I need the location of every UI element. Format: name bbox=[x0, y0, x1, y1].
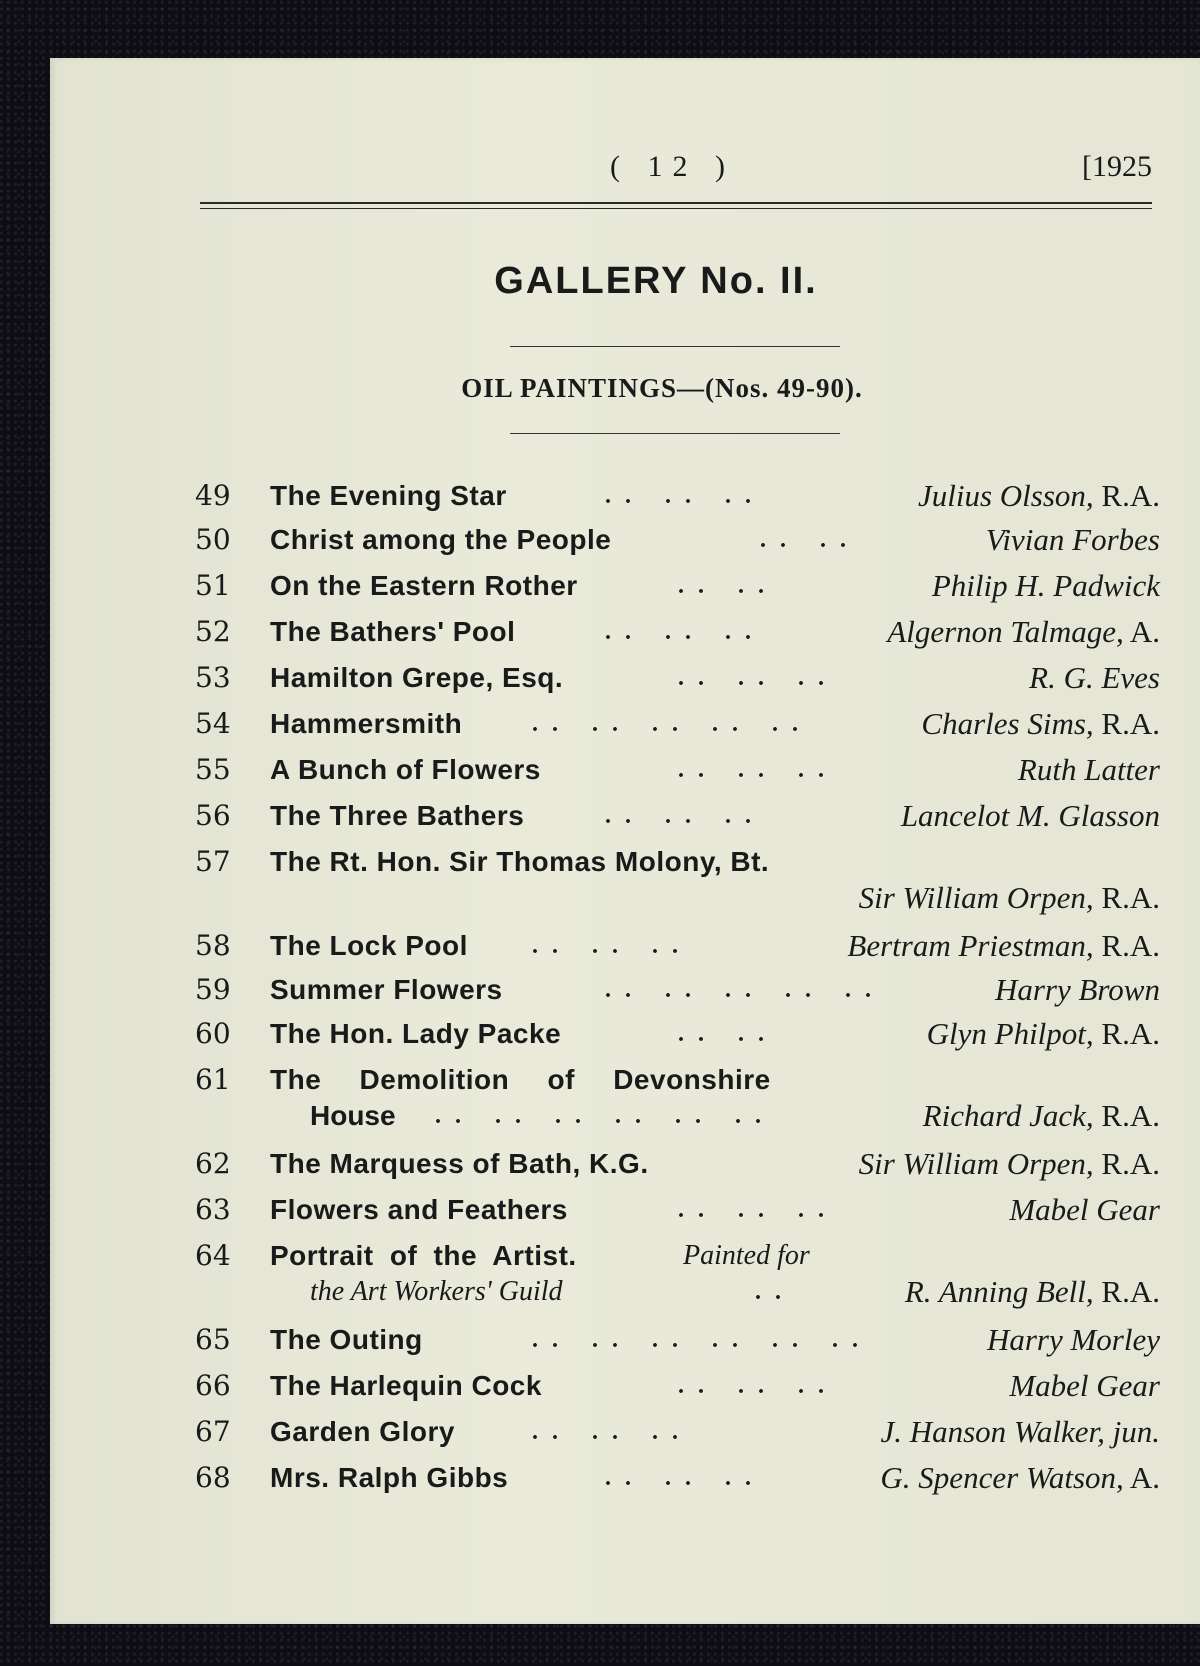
entry-title: The Demolition of Devonshire bbox=[270, 1064, 771, 1095]
entry-artist: Harry Brown bbox=[994, 972, 1160, 1007]
entry-artist: Bertram Priestman, R.A. bbox=[847, 928, 1160, 963]
entry-number: 64 bbox=[195, 1239, 231, 1272]
entry-title: The Bathers' Pool bbox=[270, 616, 516, 647]
entry-number: 49 bbox=[195, 479, 231, 512]
dot-leader: .. .. .. bbox=[605, 1465, 765, 1491]
entry-title: The Lock Pool bbox=[270, 930, 468, 961]
entry-artist: Sir William Orpen, R.A. bbox=[858, 880, 1160, 915]
section-subtitle: OIL PAINTINGS—(Nos. 49-90). bbox=[461, 373, 863, 403]
entry-artist: Glyn Philpot, R.A. bbox=[926, 1016, 1160, 1051]
entry-title: The Outing bbox=[270, 1324, 423, 1355]
title-rule-top bbox=[510, 346, 840, 347]
entry-artist: Mabel Gear bbox=[1009, 1192, 1160, 1227]
entry-number: 61 bbox=[195, 1063, 231, 1096]
entry-number: 52 bbox=[195, 615, 231, 648]
dot-leader: .. .. .. bbox=[678, 665, 838, 691]
header-rule bbox=[200, 202, 1152, 209]
entry-artist: R. G. Eves bbox=[1029, 660, 1160, 695]
year-label: [1925 bbox=[1082, 150, 1152, 183]
dot-leader: .. .. .. .. .. .. bbox=[532, 1327, 872, 1353]
entry-number: 67 bbox=[195, 1415, 231, 1448]
entry-number: 68 bbox=[195, 1461, 231, 1494]
entry-artist: Richard Jack, R.A. bbox=[922, 1098, 1160, 1133]
title-rule-bottom bbox=[510, 433, 840, 434]
dot-leader: .. .. .. .. .. bbox=[532, 711, 812, 737]
entry-number: 66 bbox=[195, 1369, 231, 1402]
entry-artist: Charles Sims, R.A. bbox=[921, 706, 1160, 741]
entry-artist: Julius Olsson, R.A. bbox=[917, 478, 1160, 513]
entry-title: Hamilton Grepe, Esq. bbox=[270, 662, 564, 693]
entry-artist: Mabel Gear bbox=[1009, 1368, 1160, 1403]
entry-title: The Rt. Hon. Sir Thomas Molony, Bt. bbox=[270, 846, 770, 877]
entry-artist: Ruth Latter bbox=[1017, 752, 1160, 787]
entry-number: 65 bbox=[195, 1323, 231, 1356]
page-header bbox=[200, 150, 1152, 190]
dot-leader: .. .. .. bbox=[605, 483, 765, 509]
entry-number: 55 bbox=[195, 753, 231, 786]
entry-title: The Harlequin Cock bbox=[270, 1370, 542, 1401]
entry-artist: Lancelot M. Glasson bbox=[900, 798, 1160, 833]
entry-title: The Three Bathers bbox=[270, 800, 525, 831]
entry-number: 53 bbox=[195, 661, 231, 694]
entry-artist: Sir William Orpen, R.A. bbox=[858, 1146, 1160, 1181]
entry-number: 50 bbox=[195, 523, 231, 556]
entry-title: Portrait of the Artist. bbox=[270, 1240, 577, 1271]
dot-leader: .. .. .. bbox=[532, 933, 692, 959]
gallery-title: GALLERY No. II. bbox=[494, 260, 818, 302]
entry-artist: Algernon Talmage, A. bbox=[887, 614, 1160, 649]
entry-title: The Hon. Lady Packe bbox=[270, 1018, 562, 1049]
entry-number: 62 bbox=[195, 1147, 231, 1180]
entry-artist: J. Hanson Walker, jun. bbox=[880, 1414, 1160, 1449]
dot-leader: .. .. .. bbox=[532, 1419, 692, 1445]
entry-artist: Vivian Forbes bbox=[985, 522, 1160, 557]
entry-artist: G. Spencer Watson, A. bbox=[880, 1460, 1160, 1495]
entry-number: 57 bbox=[195, 845, 231, 878]
entry-number: 56 bbox=[195, 799, 231, 832]
dot-leader: .. .. .. bbox=[678, 1197, 838, 1223]
dot-leader: .. bbox=[755, 1279, 795, 1305]
dot-leader: .. .. .. .. .. .. bbox=[435, 1103, 775, 1129]
entry-title-continued: House bbox=[310, 1100, 396, 1131]
dot-leader: .. .. bbox=[678, 1021, 778, 1047]
dot-leader: .. .. .. bbox=[605, 803, 765, 829]
entry-title: Hammersmith bbox=[270, 708, 463, 739]
dot-leader: .. .. .. .. .. bbox=[605, 977, 885, 1003]
entry-number: 54 bbox=[195, 707, 231, 740]
entry-number: 51 bbox=[195, 569, 231, 602]
entry-title: Summer Flowers bbox=[270, 974, 503, 1005]
entry-artist: Harry Morley bbox=[986, 1322, 1160, 1357]
entry-title: The Marquess of Bath, K.G. bbox=[270, 1148, 649, 1179]
page-number: ( 12 ) bbox=[610, 150, 735, 183]
entry-number: 63 bbox=[195, 1193, 231, 1226]
entry-artist: R. Anning Bell, R.A. bbox=[904, 1274, 1160, 1309]
entry-title: The Evening Star bbox=[270, 480, 507, 511]
entry-note-continued: the Art Workers' Guild bbox=[310, 1276, 563, 1307]
dot-leader: .. .. bbox=[760, 527, 860, 553]
entry-number: 58 bbox=[195, 929, 231, 962]
entry-number: 60 bbox=[195, 1017, 231, 1050]
entry-title: Mrs. Ralph Gibbs bbox=[270, 1462, 509, 1493]
dot-leader: .. .. bbox=[678, 573, 778, 599]
entry-note: Painted for bbox=[683, 1240, 810, 1271]
dot-leader: .. .. .. bbox=[678, 757, 838, 783]
entry-number: 59 bbox=[195, 973, 231, 1006]
entry-title: Christ among the People bbox=[270, 524, 612, 555]
entry-title: Flowers and Feathers bbox=[270, 1194, 568, 1225]
dot-leader: .. .. .. bbox=[605, 619, 765, 645]
entry-title: On the Eastern Rother bbox=[270, 570, 578, 601]
entry-title: A Bunch of Flowers bbox=[270, 754, 541, 785]
entry-title: Garden Glory bbox=[270, 1416, 455, 1447]
dot-leader: .. .. .. bbox=[678, 1373, 838, 1399]
entry-artist: Philip H. Padwick bbox=[931, 568, 1160, 603]
